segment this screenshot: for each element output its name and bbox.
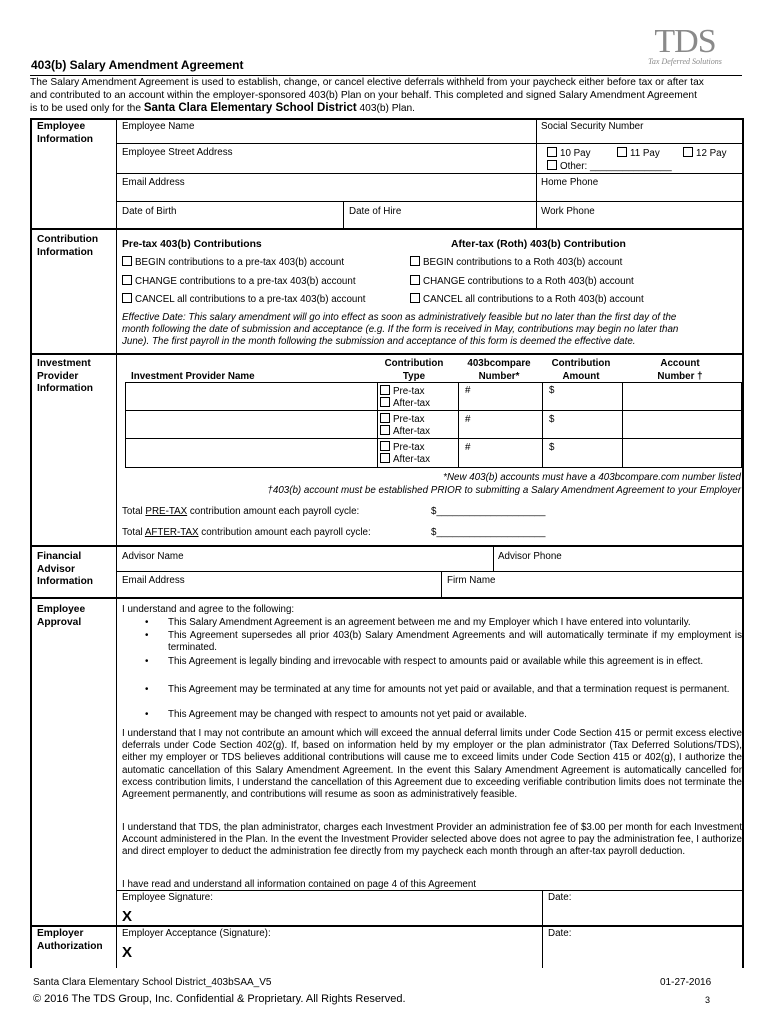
row1-403b-number[interactable]: # [465,385,471,396]
dob-field[interactable]: Date of Birth [122,206,177,217]
pretax-begin-checkbox[interactable]: BEGIN contributions to a pre-tax 403(b) account [122,256,344,268]
row3-pretax-checkbox[interactable]: Pre-tax [380,441,425,453]
work-phone-field[interactable]: Work Phone [541,206,595,217]
row3-aftertax-checkbox[interactable]: After-tax [380,453,430,465]
copyright: © 2016 The TDS Group, Inc. Confidential & Proprietary. All Rights Reserved. [33,993,406,1005]
ssn-field[interactable]: Social Security Number [541,121,644,132]
form-id: Santa Clara Elementary School District_403bSAA_V5 [33,977,272,988]
approval-bullet-2: • This Agreement supersedes all prior 403(b) Salary Amendment Agreements and will automatically terminate if my employment is terminated. [145,630,742,654]
row3-403b-number[interactable]: # [465,442,471,453]
approval-read-statement: I have read and understand all information contained on page 4 of this Agreement [122,879,477,890]
col-provider-name: Investment Provider Name [131,371,255,382]
pay-10-checkbox[interactable]: 10 Pay [547,147,591,159]
home-phone-field[interactable]: Home Phone [541,177,599,188]
approval-bullet-4: • This Agreement may be terminated at any time for amounts not yet paid or available, and that a termination request is permanent. [145,684,730,695]
pretax-change-checkbox[interactable]: CHANGE contributions to a pre-tax 403(b) account [122,275,356,287]
col-403bcompare: 403bcompare Number* [467,358,531,382]
employer-date-field[interactable]: Date: [548,928,572,939]
tds-logo: TDS Tax Deferred Solutions [648,23,722,66]
approval-limits-paragraph: I understand that I may not contribute an amount which will exceed the annual deferral limits under Code Section 415 or permit excess elective deferrals under Code Section 402(g). If, based on information held by my employer or the plan administrator (Tax Deferred Solutions/TDS), either my employer or TDS believes additional contributions will cause me to exceed limits under Code Section 415 or 402(g), I authorize the automatic cancellation of this Salary Amendment Agreement. In the event this Salary Amendment Agreement is automatically cancelled for excess contribution limits, I understand the cancellation of this Agreement due to exceeding verifiable contribution limits does not terminate the Agreement permanently, and contributions will resume as soon as administratively feasible. [122,728,742,801]
approval-intro: I understand and agree to the following: [122,604,295,615]
col-contribution-type: Contribution Type [384,358,444,382]
roth-begin-checkbox[interactable]: BEGIN contributions to a Roth 403(b) account [410,256,622,268]
advisor-name-field[interactable]: Advisor Name [122,551,184,562]
approval-fee-paragraph: I understand that TDS, the plan administrator, charges each Investment Provider an administration fee of $3.00 per month for each Investment Account administered in the Plan. In the event the Investment Provider selected above does not agree to pay the administration fee, I authorize and direct employer to deduct the administration fee directly from my paycheck each month through an after-tax payroll deduction. [122,822,742,858]
total-aftertax-label: Total AFTER-TAX contribution amount each payroll cycle: [122,527,371,538]
row1-aftertax-checkbox[interactable]: After-tax [380,397,430,409]
row2-403b-number[interactable]: # [465,414,471,425]
aftertax-heading: After-tax (Roth) 403(b) Contribution [451,239,626,250]
section-investment-provider: Investment Provider Information [37,358,94,394]
col-contribution-amount: Contribution Amount [551,358,611,382]
approval-bullet-1: • This Salary Amendment Agreement is an agreement between me and my Employer which I have entered into voluntarily. [145,617,691,628]
note-account-prior: †403(b) account must be established PRIOR to submitting a Salary Amendment Agreement to your Employer [267,485,741,496]
effective-date-note: Effective Date: This salary amendment will go into effect as soon as administratively feasible but no later than the first day of the month following the date of submission and acceptance (e.g. If the form is received in May, contributions may begin no later than June). The first payroll in the month following the submission and acceptance of this form is deemed the effective date. [122,312,679,348]
pay-11-checkbox[interactable]: 11 Pay [617,147,660,159]
employer-signature-field[interactable]: X [122,944,133,961]
row1-amount[interactable]: $ [549,385,555,396]
row2-pretax-checkbox[interactable]: Pre-tax [380,413,425,425]
total-aftertax-input[interactable]: $____________________ [431,527,546,538]
row2-aftertax-checkbox[interactable]: After-tax [380,425,430,437]
section-employer-authorization: Employer Authorization [37,928,103,952]
section-contribution-info: Contribution Information [37,234,99,258]
pretax-heading: Pre-tax 403(b) Contributions [122,239,262,250]
total-pretax-label: Total PRE-TAX contribution amount each payroll cycle: [122,506,360,517]
roth-cancel-checkbox[interactable]: CANCEL all contributions to a Roth 403(b) account [410,293,644,305]
section-employee-approval: Employee Approval [37,604,86,628]
intro-text: The Salary Amendment Agreement is used to establish, change, or cancel elective deferrals withheld from your paycheck either before tax or after tax and contributed to an account within the employer-sponsored 403(b) Plan on your behalf. This completed and signed Salary Amendment Agreement is to be used only for the Santa Clara Elementary School District 403(b) Plan. [30,75,742,115]
label-column-divider [116,118,117,968]
advisor-phone-field[interactable]: Advisor Phone [498,551,562,562]
email-field[interactable]: Email Address [122,177,185,188]
firm-name-field[interactable]: Firm Name [447,575,496,586]
employee-signature-field[interactable]: X [122,908,133,925]
total-pretax-input[interactable]: $____________________ [431,506,546,517]
employee-signature-label: Employee Signature: [122,892,213,903]
form-title: 403(b) Salary Amendment Agreement [31,58,244,72]
street-address-field[interactable]: Employee Street Address [122,147,233,158]
provider-table [125,382,742,468]
hire-date-field[interactable]: Date of Hire [349,206,402,217]
section-employee-info: Employee Information [37,121,94,145]
pay-12-checkbox[interactable]: 12 Pay [683,147,727,159]
form-date: 01-27-2016 [660,977,712,988]
roth-change-checkbox[interactable]: CHANGE contributions to a Roth 403(b) account [410,275,634,287]
section-financial-advisor: Financial Advisor Information [37,551,94,587]
note-403bcompare: *New 403(b) accounts must have a 403bcompare.com number listed [443,472,741,483]
employer-signature-label: Employer Acceptance (Signature): [122,928,271,939]
row1-pretax-checkbox[interactable]: Pre-tax [380,385,425,397]
approval-bullet-3: • This Agreement is legally binding and irrevocable with respect to amounts paid or available while this agreement is in effect. [145,656,704,667]
pretax-cancel-checkbox[interactable]: CANCEL all contributions to a pre-tax 403(b) account [122,293,366,305]
approval-bullet-5: • This Agreement may be changed with respect to amounts not yet paid or available. [145,709,527,720]
page-number: 3 [705,995,711,1005]
employee-name-field[interactable]: Employee Name [122,121,195,132]
pay-other-checkbox[interactable]: Other: _______________ [547,160,672,172]
row3-amount[interactable]: $ [549,442,555,453]
employee-date-field[interactable]: Date: [548,892,572,903]
advisor-email-field[interactable]: Email Address [122,575,185,586]
col-account-number: Account Number † [657,358,703,382]
row2-amount[interactable]: $ [549,414,555,425]
